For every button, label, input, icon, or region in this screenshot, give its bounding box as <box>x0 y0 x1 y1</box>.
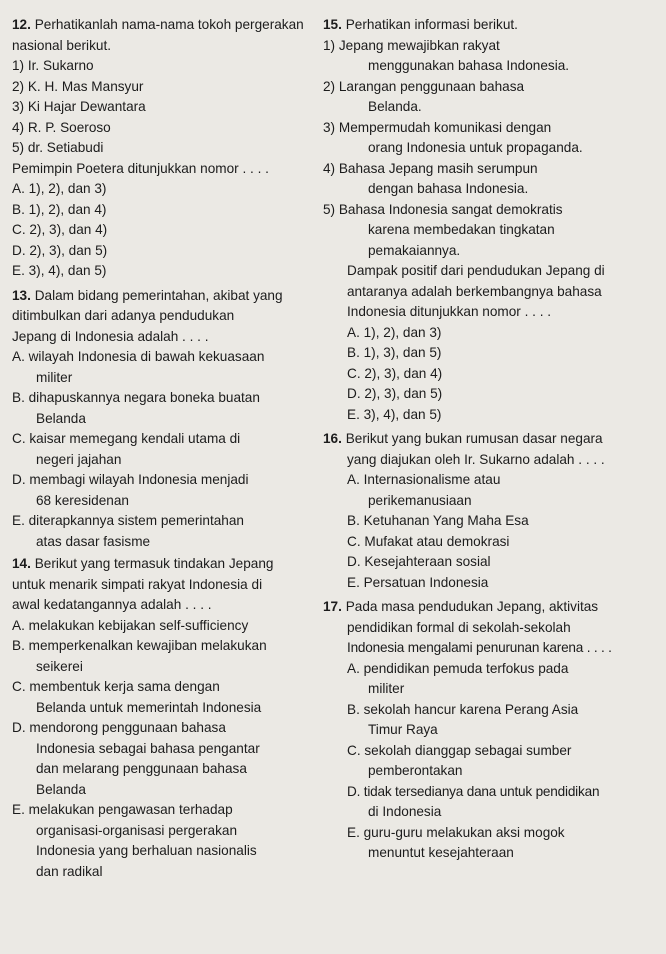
question-stem: Jepang di Indonesia adalah . . . . <box>12 328 209 344</box>
option-text: E. Persatuan Indonesia <box>347 574 489 590</box>
answer-option-b[interactable] <box>12 388 312 429</box>
option-text: 68 keresidenan <box>36 492 129 508</box>
item-text: 4) Bahasa Jepang masih serumpun <box>323 160 538 176</box>
option-text: A. wilayah Indonesia di bawah kekuasaan <box>12 349 265 364</box>
item-text: Belanda. <box>368 99 422 114</box>
question-stem: untuk menarik simpati rakyat Indonesia di <box>12 576 263 592</box>
question-number: 14. <box>12 556 31 571</box>
question-stem: nasional berikut. <box>12 37 111 53</box>
right-column <box>323 15 630 864</box>
option-text: Timur Raya <box>368 722 438 737</box>
question-15 <box>323 15 630 425</box>
option-text: C. membentuk kerja sama dengan <box>12 679 220 694</box>
question-stem: pendidikan formal di sekolah-sekolah <box>347 619 571 635</box>
option-text: atas dasar fasisme <box>36 533 151 549</box>
question-16 <box>323 429 630 593</box>
option-text: dan melarang penggunaan bahasa <box>36 761 247 776</box>
answer-option-c[interactable] <box>323 532 630 553</box>
option-text: A. melakukan kebijakan self-sufficiency <box>12 617 249 633</box>
option-text: organisasi-organisasi pergerakan <box>36 822 237 838</box>
answer-option-c[interactable] <box>12 429 312 470</box>
answer-option-d[interactable]: D. 2), 3), dan 5) <box>347 386 443 401</box>
option-text: Belanda <box>36 781 86 797</box>
option-text: B. sekolah hancur karena Perang Asia <box>347 701 579 717</box>
option-text: menuntut kesejahteraan <box>368 845 514 860</box>
option-text: D. membagi wilayah Indonesia menjadi <box>12 472 249 487</box>
question-prompt: Pemimpin Poetera ditunjukkan nomor . . . . <box>12 160 269 176</box>
option-text: pemberontakan <box>368 763 463 778</box>
answer-option-b[interactable] <box>323 700 630 741</box>
answer-option-e[interactable] <box>12 511 312 552</box>
answer-option-d[interactable]: D. 2), 3), dan 5) <box>12 242 108 258</box>
item-text: karena membedakan tingkatan <box>368 222 555 237</box>
question-14 <box>12 554 312 882</box>
answer-option-a[interactable] <box>12 616 312 637</box>
list-item <box>323 77 630 118</box>
item-text: pemakaiannya. <box>368 242 461 258</box>
option-text: C. sekolah dianggap sebagai sumber <box>347 742 572 758</box>
answer-option-c[interactable] <box>12 677 312 718</box>
item-text: 2) Larangan penggunaan bahasa <box>323 78 525 94</box>
option-text: E. guru-guru melakukan aksi mogok <box>347 824 565 840</box>
answer-option-a[interactable]: A. 1), 2), dan 3) <box>347 324 442 340</box>
answer-option-a[interactable] <box>12 347 312 388</box>
question-number: 17. <box>323 599 342 614</box>
option-text: Indonesia sebagai bahasa pengantar <box>36 740 260 756</box>
option-text: D. tidak tersedianya dana untuk pendidikan <box>347 783 600 799</box>
answer-option-e[interactable] <box>12 800 312 882</box>
item-text: menggunakan bahasa Indonesia. <box>368 58 570 73</box>
question-prompt: Indonesia ditunjukkan nomor . . . . <box>347 304 552 319</box>
option-text: seikerei <box>36 658 83 674</box>
list-item <box>323 159 630 200</box>
question-stem: yang diajukan oleh Ir. Sukarno adalah . . . . <box>347 451 605 467</box>
question-stem: Perhatikanlah nama-nama tokoh pergerakan <box>34 17 304 32</box>
question-stem: Pada masa pendudukan Jepang, aktivitas <box>345 599 599 614</box>
question-12 <box>12 15 312 282</box>
question-stem: ditimbulkan dari adanya pendudukan <box>12 308 235 323</box>
option-text: D. mendorong penggunaan bahasa <box>12 720 226 735</box>
list-item <box>323 36 630 77</box>
answer-option-b[interactable]: B. 1), 3), dan 5) <box>347 345 442 360</box>
item-text: orang Indonesia untuk propaganda. <box>368 140 583 155</box>
option-text: militer <box>368 681 405 696</box>
question-stem: Berikut yang bukan rumusan dasar negara <box>345 431 603 446</box>
answer-option-a[interactable] <box>323 659 630 700</box>
question-prompt: Dampak positif dari pendudukan Jepang di <box>347 263 605 278</box>
list-item: 2) K. H. Mas Mansyur <box>12 78 144 94</box>
left-column <box>12 15 312 882</box>
question-stem: Dalam bidang pemerintahan, akibat yang <box>34 287 283 303</box>
option-text: C. kaisar memegang kendali utama di <box>12 431 241 446</box>
option-text: Belanda <box>36 410 86 426</box>
question-stem: Indonesia mengalami penurunan karena . . . . <box>347 640 612 655</box>
answer-option-c[interactable]: C. 2), 3), dan 4) <box>12 222 108 237</box>
question-number: 15. <box>323 17 342 32</box>
answer-option-e[interactable] <box>323 823 630 864</box>
answer-option-c[interactable] <box>323 741 630 782</box>
answer-option-d[interactable] <box>12 470 312 511</box>
answer-option-d[interactable] <box>323 552 630 573</box>
question-number: 12. <box>12 17 31 32</box>
item-text: 1) Jepang mewajibkan rakyat <box>323 37 500 53</box>
option-text: E. melakukan pengawasan terhadap <box>12 802 233 817</box>
list-item: 5) dr. Setiabudi <box>12 140 104 155</box>
list-item <box>323 200 630 262</box>
question-stem: Berikut yang termasuk tindakan Jepang <box>34 556 274 571</box>
question-number: 16. <box>323 431 342 446</box>
option-text: D. Kesejahteraan sosial <box>347 554 491 569</box>
question-17 <box>323 597 630 864</box>
answer-option-e[interactable]: E. 3), 4), dan 5) <box>347 406 442 422</box>
question-prompt: antaranya adalah berkembangnya bahasa <box>347 283 602 299</box>
list-item: 1) Ir. Sukarno <box>12 58 94 73</box>
answer-option-d[interactable] <box>12 718 312 800</box>
option-text: B. dihapuskannya negara boneka buatan <box>12 390 260 405</box>
question-stem: awal kedatangannya adalah . . . . <box>12 597 212 612</box>
option-text: Indonesia yang berhaluan nasionalis <box>36 843 257 858</box>
list-item <box>323 118 630 159</box>
answer-option-e[interactable]: E. 3), 4), dan 5) <box>12 263 107 278</box>
answer-option-a[interactable] <box>323 470 630 511</box>
option-text: B. Ketuhanan Yang Maha Esa <box>347 513 529 528</box>
answer-option-a[interactable]: A. 1), 2), dan 3) <box>12 181 107 196</box>
option-text: di Indonesia <box>368 804 442 819</box>
item-text: 5) Bahasa Indonesia sangat demokratis <box>323 201 563 217</box>
question-stem: Perhatikan informasi berikut. <box>345 17 518 32</box>
option-text: E. diterapkannya sistem pemerintahan <box>12 513 244 528</box>
answer-option-e[interactable] <box>323 573 630 594</box>
list-item: 3) Ki Hajar Dewantara <box>12 99 146 114</box>
question-number: 13. <box>12 287 31 303</box>
answer-option-d[interactable] <box>323 782 630 823</box>
option-text: C. Mufakat atau demokrasi <box>347 533 510 549</box>
option-text: dan radikal <box>36 863 103 879</box>
option-text: A. pendidikan pemuda terfokus pada <box>347 660 569 676</box>
question-13 <box>12 286 312 553</box>
option-text: Belanda untuk memerintah Indonesia <box>36 699 262 715</box>
item-text: 3) Mempermudah komunikasi dengan <box>323 119 552 135</box>
answer-option-b[interactable]: B. 1), 2), dan 4) <box>12 201 107 217</box>
option-text: perikemanusiaan <box>368 492 472 508</box>
option-text: negeri jajahan <box>36 451 122 467</box>
item-text: dengan bahasa Indonesia. <box>368 181 529 196</box>
option-text: militer <box>36 369 73 385</box>
list-item: 4) R. P. Soeroso <box>12 119 111 135</box>
answer-option-b[interactable] <box>323 511 630 532</box>
option-text: A. Internasionalisme atau <box>347 472 501 487</box>
option-text: B. memperkenalkan kewajiban melakukan <box>12 638 267 653</box>
answer-option-b[interactable] <box>12 636 312 677</box>
answer-option-c[interactable]: C. 2), 3), dan 4) <box>347 365 443 381</box>
